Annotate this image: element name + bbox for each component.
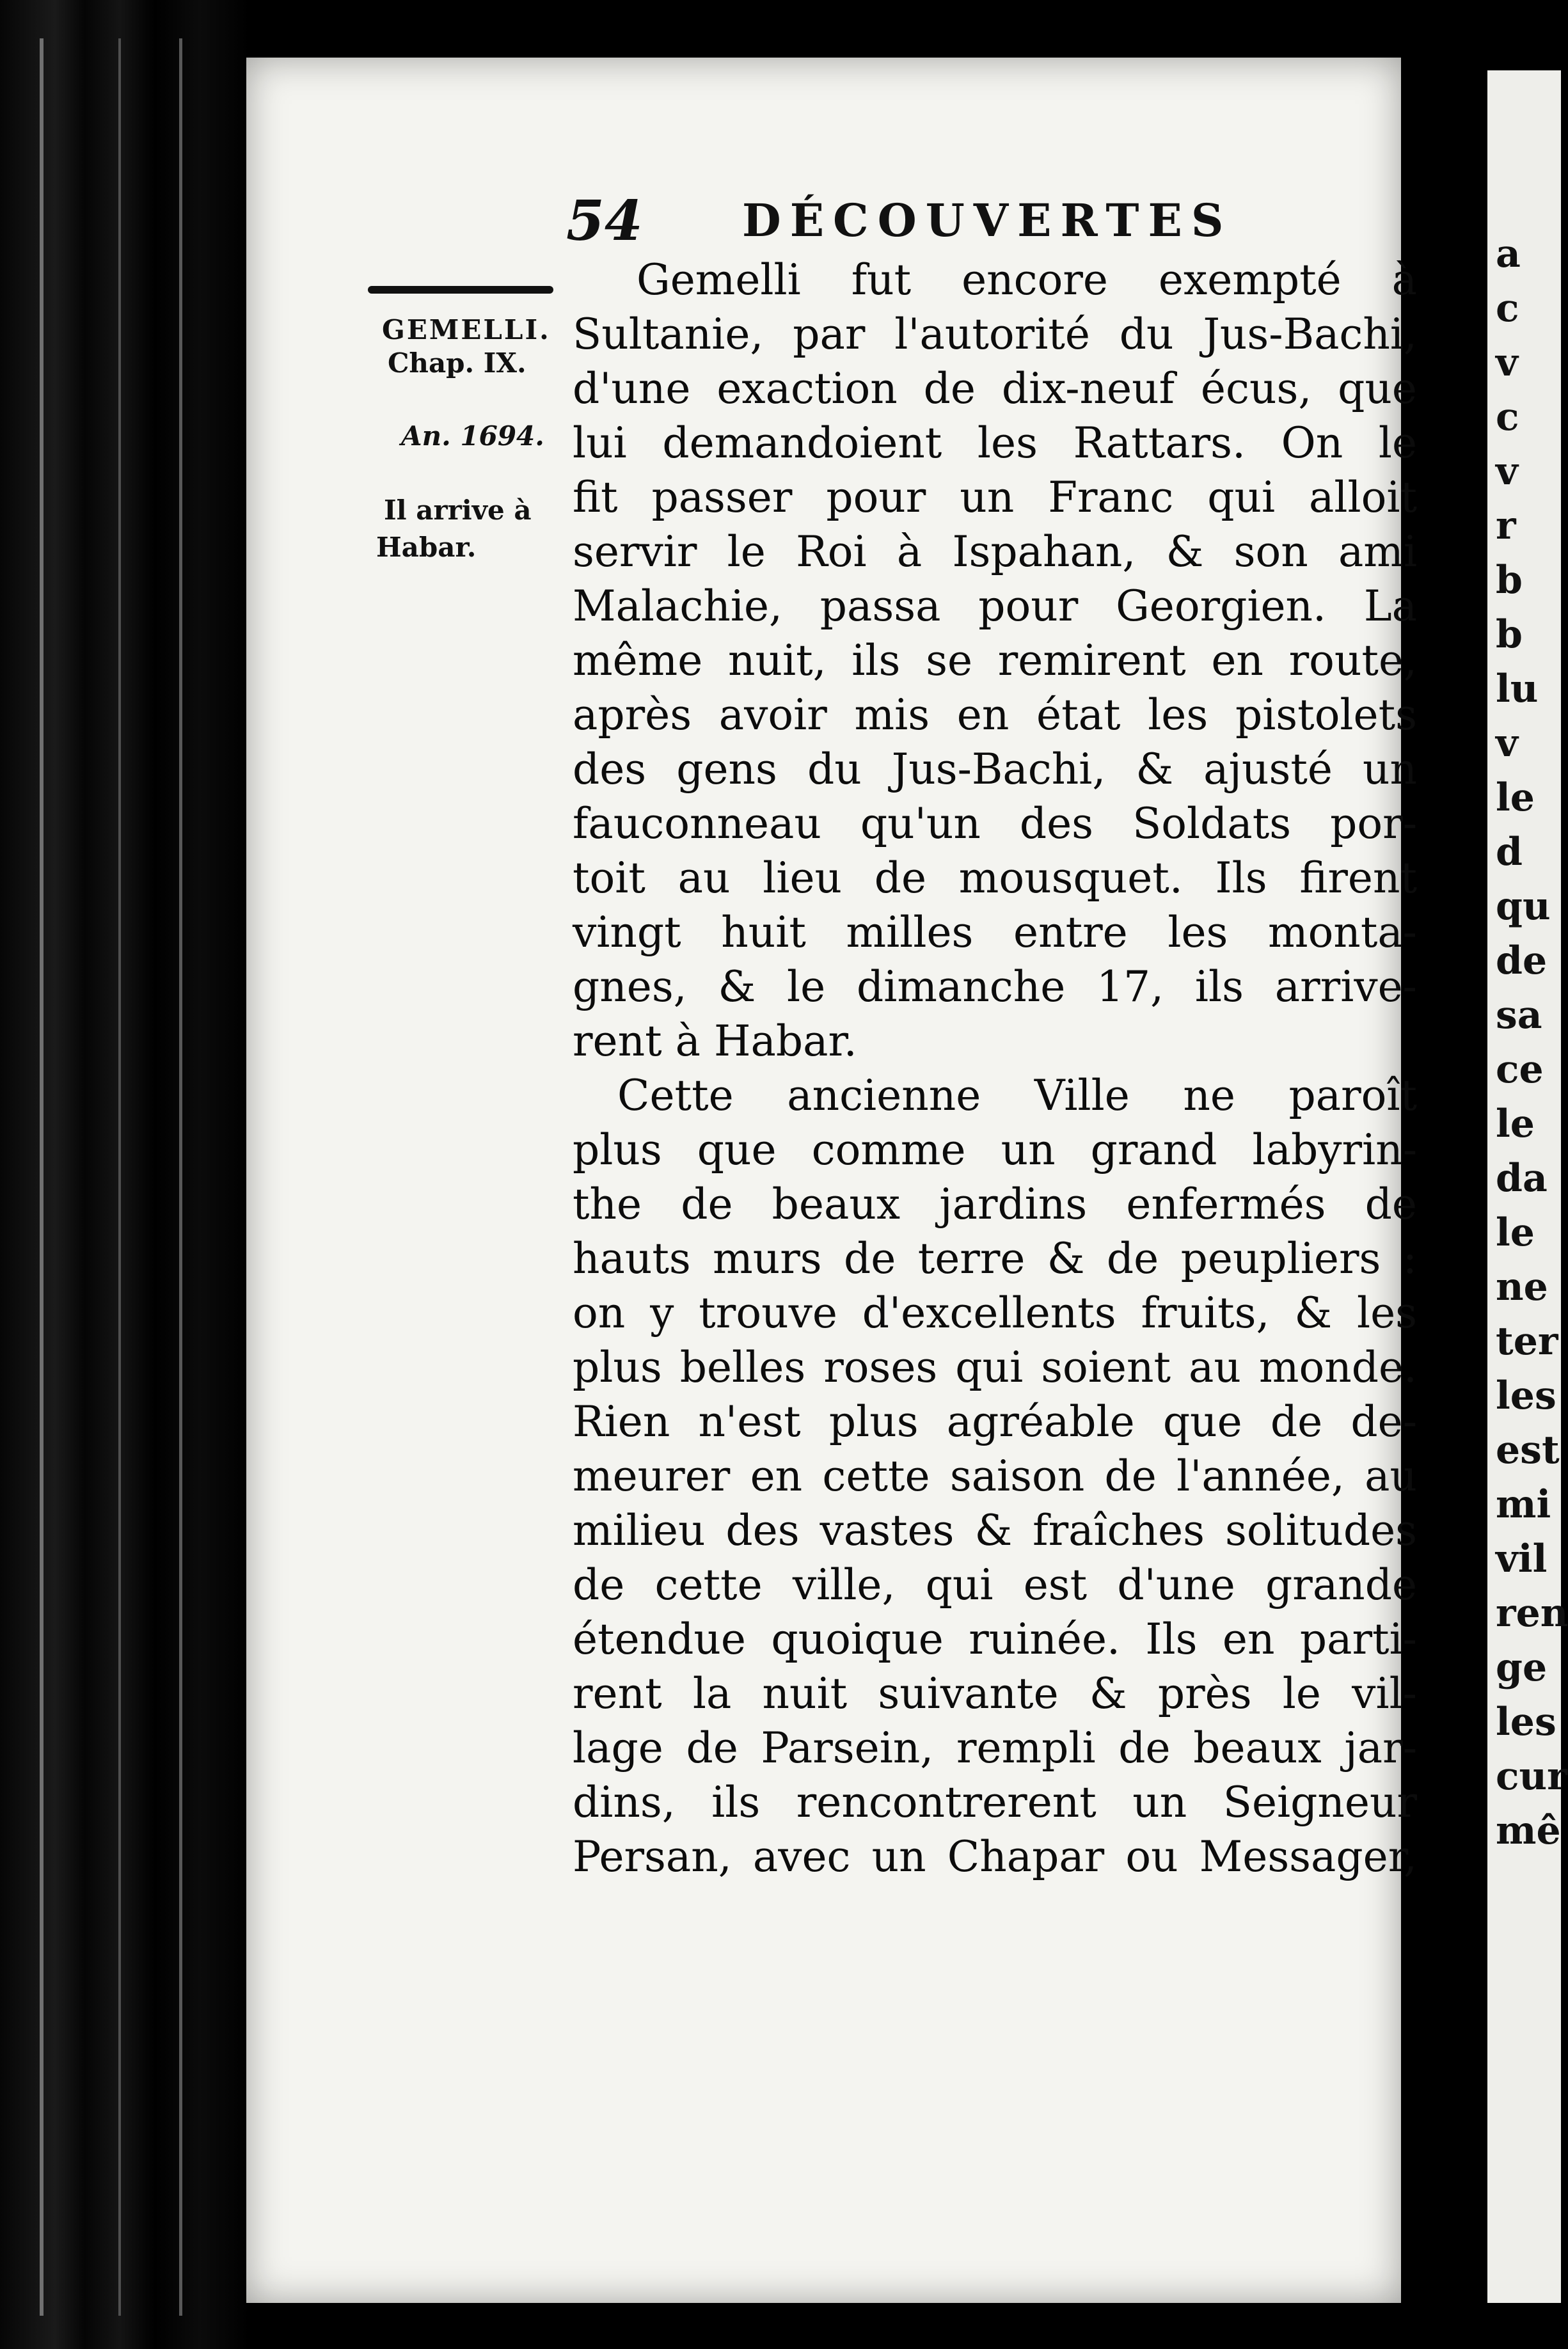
margin-year: An. 1694. bbox=[401, 420, 544, 452]
text-line: même nuit, ils se remirent en route, bbox=[573, 636, 1417, 685]
text-line: plus que comme un grand labyrin- bbox=[573, 1125, 1417, 1174]
text-line: d'une exaction de dix-neuf écus, que bbox=[573, 364, 1417, 413]
text-line: Persan, avec un Chapar ou Messager, bbox=[573, 1832, 1417, 1881]
text-line: Sultanie, par l'autorité du Jus-Bachi, bbox=[573, 310, 1417, 359]
text-line: servir le Roi à Ispahan, & son ami bbox=[573, 527, 1417, 576]
margin-chapter: Chap. IX. bbox=[388, 347, 527, 379]
text-line: fit passer pour un Franc qui alloit bbox=[573, 473, 1417, 522]
text-line: plus belles roses qui soient au monde. bbox=[573, 1343, 1417, 1392]
margin-author: GEMELLI. bbox=[382, 314, 551, 345]
text-line: lage de Parsein, rempli de beaux jar- bbox=[573, 1723, 1417, 1773]
text-line: rent la nuit suivante & près le vil- bbox=[573, 1669, 1417, 1718]
text-line: meurer en cette saison de l'année, au bbox=[573, 1451, 1417, 1501]
text-line: Rien n'est plus agréable que de de- bbox=[573, 1397, 1417, 1446]
text-line: on y trouve d'excellents fruits, & les bbox=[573, 1288, 1417, 1338]
spine-highlight bbox=[118, 38, 121, 2316]
body-text bbox=[573, 253, 1417, 1884]
running-title: DÉCOUVERTES bbox=[742, 194, 1233, 247]
text-line: toit au lieu de mousquet. Ils firent bbox=[573, 853, 1417, 903]
spine-highlight bbox=[40, 38, 44, 2316]
text-line: dins, ils rencontrerent un Seigneur bbox=[573, 1778, 1417, 1827]
text-line: après avoir mis en état les pistolets bbox=[573, 690, 1417, 739]
text-line: de cette ville, qui est d'une grande bbox=[573, 1560, 1417, 1609]
text-line: gnes, & le dimanche 17, ils arrive- bbox=[573, 962, 1417, 1011]
margin-rule bbox=[368, 286, 553, 294]
text-line: des gens du Jus-Bachi, & ajusté un bbox=[573, 745, 1417, 794]
page-number: 54 bbox=[566, 189, 643, 253]
text-line: hauts murs de terre & de peupliers : bbox=[573, 1234, 1417, 1283]
text-line: Gemelli fut encore exempté à bbox=[637, 255, 1417, 304]
text-line: lui demandoient les Rattars. On le bbox=[573, 418, 1417, 468]
text-line: étendue quoique ruinée. Ils en parti- bbox=[573, 1615, 1417, 1664]
text-line: vingt huit milles entre les monta- bbox=[573, 908, 1417, 957]
margin-note-line-1: Il arrive à bbox=[384, 494, 532, 526]
text-line: Cette ancienne Ville ne paroît bbox=[617, 1071, 1417, 1120]
text-line: rent à Habar. bbox=[573, 1016, 857, 1066]
text-line: Malachie, passa pour Georgien. La bbox=[573, 581, 1417, 631]
text-line: the de beaux jardins enfermés de bbox=[573, 1180, 1417, 1229]
text-line: milieu des vastes & fraîches solitudes bbox=[573, 1506, 1417, 1555]
book-spine-left bbox=[0, 0, 249, 2349]
text-line: fauconneau qu'un des Soldats por- bbox=[573, 799, 1417, 848]
facing-page-fragments: a c v c v r b b lu v le d qu de sa ce le da le ne ter les est mi vil ren ge les cur mê bbox=[1496, 232, 1568, 1853]
spine-highlight bbox=[179, 38, 182, 2316]
margin-note-line-2: Habar. bbox=[376, 532, 477, 563]
